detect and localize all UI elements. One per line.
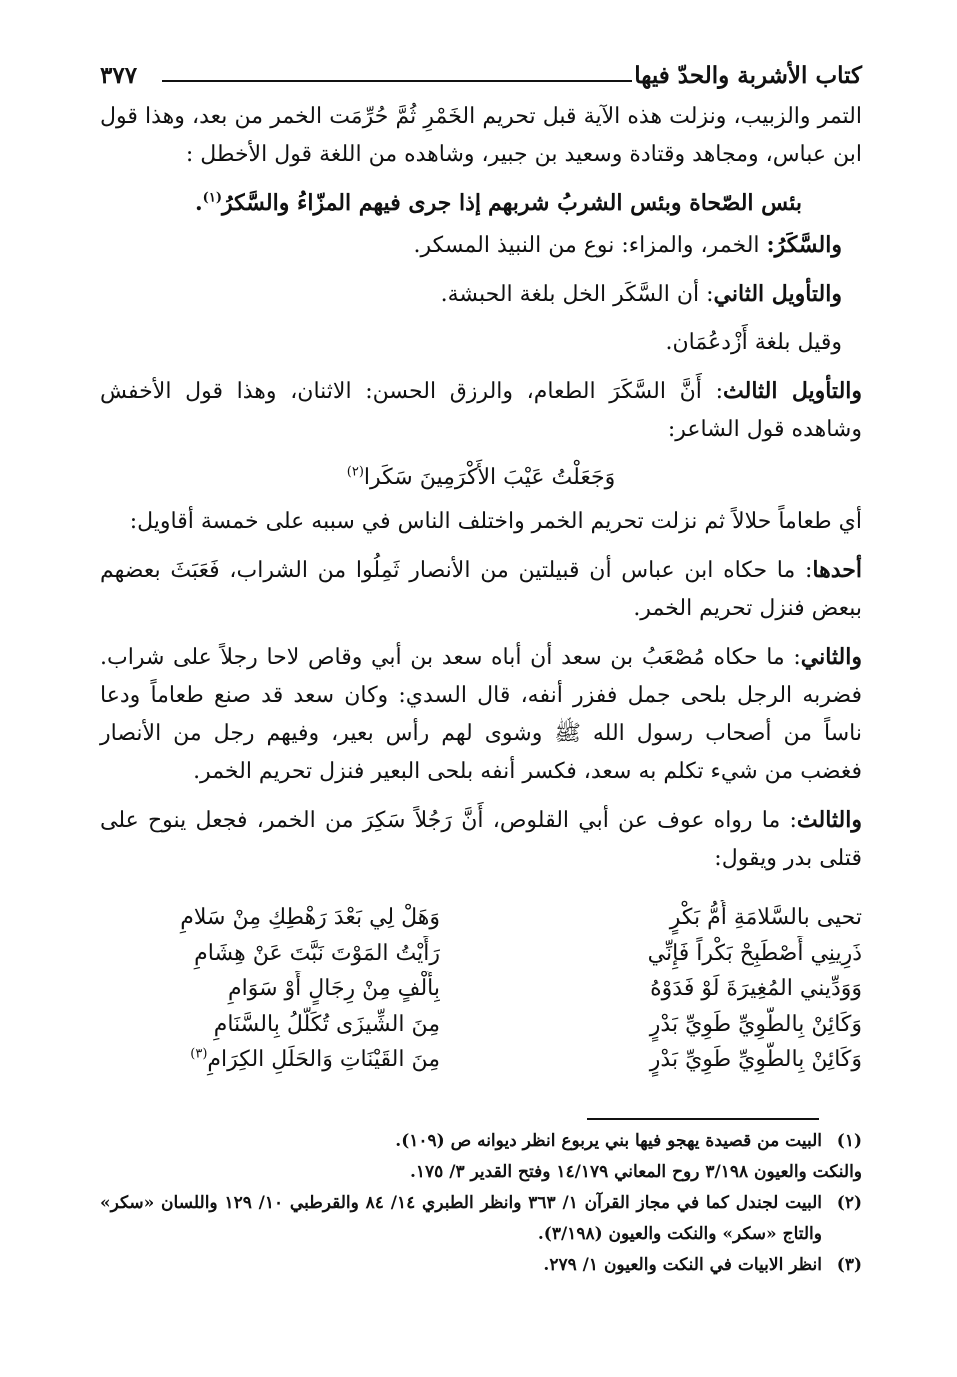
poem-left-hemistich: وَهَلْ لِي بَعْدَ رَهْطِكِ مِنْ سَلامِ <box>180 905 440 930</box>
footnote-1-continuation: والنكت والعيون ٣/١٩٨ روح المعاني ١٤/١٧٩ وفتح القدير ٣/ ١٧٥. <box>410 1162 862 1182</box>
paragraph-2-text: الخمر، والمزاء: نوع من النبيذ المسكر. <box>413 233 760 258</box>
third-reason-label: والثالث <box>796 807 862 833</box>
footnote-text: البيت لجندل كما في مجاز القرآن ١/ ٣٦٣ وانظر الطبري ١٤/ ٨٤ والقرطبي ١٠/ ١٢٩ واللسان «سكر» والتاج «سكر» والنكت والعيون (٣/١٩٨). <box>100 1193 822 1244</box>
poem-right-hemistich: ذَرِينِي أَصْطَبِحْ بَكْراً فَإِنِّي <box>647 940 862 966</box>
footnote-1 <box>100 1126 862 1157</box>
second-reason-label: والثاني <box>800 644 862 670</box>
running-header <box>100 62 862 96</box>
chapter-title: كتاب الأشربة والحدّ فيها <box>634 62 862 89</box>
first-reason-label: أحدها <box>812 557 862 583</box>
main-text <box>100 98 862 888</box>
paragraph-1: التمر والزبيب، ونزلت هذه الآية قبل تحريم الخَمْرِ ثُمَّ حُرِّمَت الخمر من بعد، وهذا قول ابن عباس، ومجاهد وقتادة وسعيد بن جبير، وشاهده من اللغة قول الأخطل : <box>100 104 862 167</box>
poem <box>100 900 862 1078</box>
footnote-3 <box>100 1250 862 1281</box>
footnote-text: انظر الابيات في النكت والعيون ١/ ٢٧٩. <box>543 1255 822 1275</box>
poem-row <box>100 900 862 936</box>
paragraph-4: وقيل بلغة أَزْدعُمَان. <box>665 330 842 355</box>
poem-row <box>100 1007 862 1043</box>
paragraph-5-text: : أَنَّ السَّكَرَ الطعام، والرزق الحسن: الاثنان، وهذا قول الأخفش وشاهده قول الشاعر: <box>100 379 862 442</box>
paragraph-9-text: : ما رواه عوف عن أبي القلوص، أَنَّ رَجُلاً سَكِرَ من الخمر، فجعل ينوح على قتلى بدر ويقول: <box>100 808 862 871</box>
footnote-number: (٣) <box>836 1255 862 1275</box>
footnote-text: البيت من قصيدة يهجو فيها بني يربوع انظر ديوانه ص (١٠٩). <box>395 1131 822 1151</box>
paragraph-6: أي طعاماً حلالاً ثم نزلت تحريم الخمر واختلف الناس في سببه على خمسة أقاويل: <box>129 509 862 534</box>
paragraph-8 <box>100 638 862 791</box>
third-interpretation-label: والتأويل الثالث <box>723 378 863 404</box>
paragraph-2 <box>100 226 862 265</box>
poem-right-hemistich: وَكَائِنْ بِالطَّوِيِّ طَوِيِّ بَدْرٍ <box>649 1011 862 1037</box>
half-verse-text: وَجَعَلْتُ عَيْبَ الأَكْرَمِينَ سَكَرا <box>363 465 616 490</box>
footnote-2 <box>100 1188 862 1250</box>
verse-end-mark: . <box>195 190 203 216</box>
footnote-number: (١) <box>836 1131 862 1151</box>
paragraph-9 <box>100 801 862 878</box>
poem-left-hemistich: بِأَلْفٍ مِنْ رِجَالٍ أَوْ سَوَامِ <box>228 976 440 1001</box>
verse-second-hemistich: إذا جرى فيهم المزّاءُ والسَّكرُ <box>221 190 482 216</box>
footnote-rule <box>587 1118 819 1120</box>
half-verse <box>100 459 862 497</box>
paragraph-7-text: : ما حكاه ابن عباس أن قبيلتين من الأنصار ثَمِلُوا من الشراب، فَعَبَثَ بعضهم ببعض فنزل تحريم الخمر. <box>100 558 862 621</box>
term-sakar: والسَّكَرُ: <box>766 232 842 258</box>
poem-right-hemistich: وَوَدِّيني المُغِيرَةَ لَوْ فَدَوْهُ <box>650 976 862 1001</box>
second-interpretation-label: والتأويل الثاني <box>713 281 842 307</box>
poem-left-hemistich: رَأَيْتُ المَوْتَ نَبَّتَ عَنْ هِشَامِ <box>194 940 440 966</box>
footnote-ref-3[interactable]: (٣) <box>190 1046 208 1062</box>
footnotes <box>100 1126 862 1281</box>
poem-left-hemistich: مِنَ الشِّيزَى تُكَلَّلُ بِالسَّنَامِ <box>213 1011 440 1037</box>
poem-row <box>100 971 862 1007</box>
poem-right-hemistich: تحيى بالسَّلامَةِ أُمُّ بَكْرٍ <box>669 905 862 930</box>
page-number: ٣٧٧ <box>100 62 138 89</box>
paragraph-3 <box>100 275 862 314</box>
poem-row <box>100 936 862 972</box>
footnote-ref-2[interactable]: (٢) <box>346 464 364 480</box>
paragraph-3-text: : أن السَّكَر الخل بلغة الحبشة. <box>440 282 714 307</box>
poem-right-hemistich: وَكَائِنْ بِالطَّوِيِّ طَوِيِّ بَدْرٍ <box>649 1047 862 1072</box>
poem-row <box>100 1042 862 1078</box>
verse-first-hemistich: بئس الصّحاة وبئس الشربُ شربهم <box>488 190 802 216</box>
paragraph-7 <box>100 551 862 628</box>
paragraph-8-text: : ما حكاه مُصْعَبُ بن سعد أن أباه سعد بن أبي وقاص لاحا رجلاً على شراب. فضربه الرجل بلحى جمل ففزر أنفه، قال السدي: وكان سعد قد صنع طعاماً ودعا ناساً من أصحاب رسول الله ﷺ وشوى لهم رأس بعير، وفيهم رجل من الأنصار فغضب من شيء تكلم به سعد، فكسر أنفه بلحى البعير فنزل تحريم الخمر. <box>100 645 862 784</box>
verse-akhtal <box>100 184 862 222</box>
header-rule <box>162 80 632 82</box>
footnote-number: (٢) <box>836 1193 862 1213</box>
poem-left-hemistich: مِنَ القَيْنَاتِ وَالحَلَلِ الكِرَامِ <box>207 1047 440 1072</box>
footnote-ref-1[interactable]: (١) <box>202 190 222 206</box>
paragraph-5 <box>100 372 862 449</box>
